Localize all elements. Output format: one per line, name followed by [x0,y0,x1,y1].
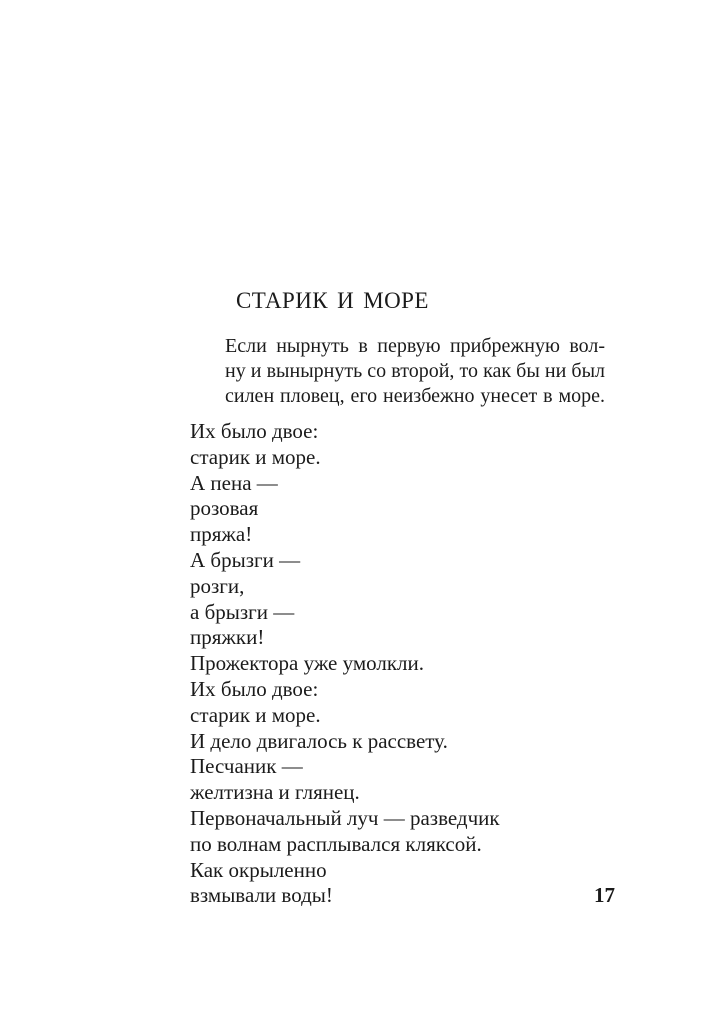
poem-line: Как окрыленно [190,857,327,882]
poem-line: старик и море. [190,702,321,727]
poem-line: по волнам расплывался кляксой. [190,831,482,856]
epigraph [225,334,605,409]
poem-line: Прожектора уже умолкли. [190,651,425,676]
poem-line: пряжки! [190,625,265,650]
poem-title: СТАРИК И МОРЕ [236,288,429,313]
poem-line: А брызги — [190,547,301,572]
poem-line: а брызги — [190,599,295,624]
poem-line: взмывали воды! [190,883,333,908]
poem-line: желтизна и глянец. [190,780,360,805]
poem-line: А пена — [190,470,278,495]
page-number: 17 [594,883,615,907]
poem-line: Их было двое: [190,419,319,443]
poem-line: розовая [190,496,259,521]
poem-line: Первоначальный луч — разведчик [190,805,500,830]
epigraph-line: Если нырнуть в первую прибрежную вол- [225,335,605,357]
poem-body [190,419,650,909]
poem-line: Их было двое: [190,676,319,701]
poem-line: Песчаник — [190,754,303,779]
poem-line: розги, [190,573,245,598]
epigraph-line: силен пловец, его неизбежно унесет в море. [225,385,605,407]
poem-line: старик и море. [190,444,321,469]
epigraph-line: ну и вынырнуть со второй, то как бы ни был [225,360,605,382]
poem-line: пряжа! [190,522,253,547]
poem-line: И дело двигалось к рассвету. [190,728,448,753]
